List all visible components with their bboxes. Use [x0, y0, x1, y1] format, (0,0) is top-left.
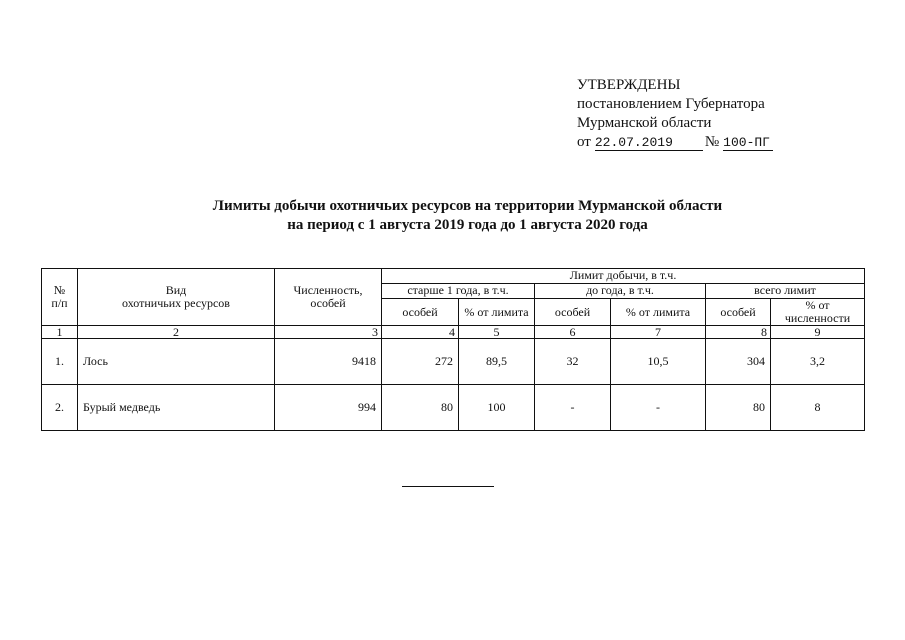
- header-total: всего лимит: [706, 284, 865, 299]
- document-title-line-1: Лимиты добычи охотничьих ресурсов на территории Мурманской области: [212, 198, 723, 214]
- row-older-count: 272: [382, 339, 459, 385]
- approval-title: УТВЕРЖДЕНЫ: [577, 77, 681, 93]
- column-number: 9: [771, 326, 865, 339]
- document-title-line-2: на период с 1 августа 2019 года до 1 августа 2020 года: [287, 217, 648, 233]
- column-number: 8: [706, 326, 771, 339]
- header-individuals-total: особей: [706, 299, 771, 326]
- document-title: [0, 197, 905, 235]
- header-limit-group: Лимит добычи, в т.ч.: [382, 269, 865, 284]
- decree-number: 100-ПГ: [723, 135, 773, 151]
- header-individuals-older: особей: [382, 299, 459, 326]
- row-young-pct: -: [611, 385, 706, 431]
- column-number: 6: [535, 326, 611, 339]
- approval-line-decree: постановлением Губернатора: [577, 96, 765, 112]
- row-young-count: 32: [535, 339, 611, 385]
- row-kind: Лось: [78, 339, 275, 385]
- decree-date: 22.07.2019: [595, 135, 703, 151]
- row-total-count: 80: [706, 385, 771, 431]
- row-young-count: -: [535, 385, 611, 431]
- closing-rule: [402, 486, 494, 487]
- approval-line-region: Мурманской области: [577, 115, 712, 131]
- row-number: 1.: [42, 339, 78, 385]
- row-young-pct: 10,5: [611, 339, 706, 385]
- row-older-pct: 100: [459, 385, 535, 431]
- row-older-count: 80: [382, 385, 459, 431]
- row-number: 2.: [42, 385, 78, 431]
- header-pct-limit-older: % от лимита: [459, 299, 535, 326]
- column-number: 2: [78, 326, 275, 339]
- row-total-pct: 8: [771, 385, 865, 431]
- row-population: 9418: [275, 339, 382, 385]
- header-kind: [78, 269, 275, 326]
- header-younger: до года, в т.ч.: [535, 284, 706, 299]
- number-sign: №: [704, 134, 720, 150]
- table-row: [42, 385, 865, 431]
- header-population-line-1: Численность,: [293, 283, 363, 297]
- date-prefix: от: [577, 134, 591, 150]
- header-number-line-1: №: [53, 283, 66, 297]
- header-number: [42, 269, 78, 326]
- limits-table: [41, 268, 865, 431]
- column-number: 4: [382, 326, 459, 339]
- row-older-pct: 89,5: [459, 339, 535, 385]
- column-number: 7: [611, 326, 706, 339]
- approval-date-line: [577, 133, 773, 152]
- header-older: старше 1 года, в т.ч.: [382, 284, 535, 299]
- header-pct-limit-younger: % от лимита: [611, 299, 706, 326]
- row-kind: Бурый медведь: [78, 385, 275, 431]
- column-number: 5: [459, 326, 535, 339]
- column-number: 1: [42, 326, 78, 339]
- header-individuals-younger: особей: [535, 299, 611, 326]
- header-kind-line-2: охотничьих ресурсов: [122, 296, 230, 310]
- header-kind-line-1: Вид: [165, 283, 187, 297]
- approval-block: [577, 76, 773, 152]
- row-population: 994: [275, 385, 382, 431]
- row-total-count: 304: [706, 339, 771, 385]
- header-population-line-2: особей: [310, 296, 346, 310]
- row-total-pct: 3,2: [771, 339, 865, 385]
- column-number-row: [42, 326, 865, 339]
- column-number: 3: [275, 326, 382, 339]
- header-population: [275, 269, 382, 326]
- header-pct-population: % от численности: [771, 299, 865, 326]
- table-row: [42, 339, 865, 385]
- header-number-line-2: п/п: [51, 296, 68, 310]
